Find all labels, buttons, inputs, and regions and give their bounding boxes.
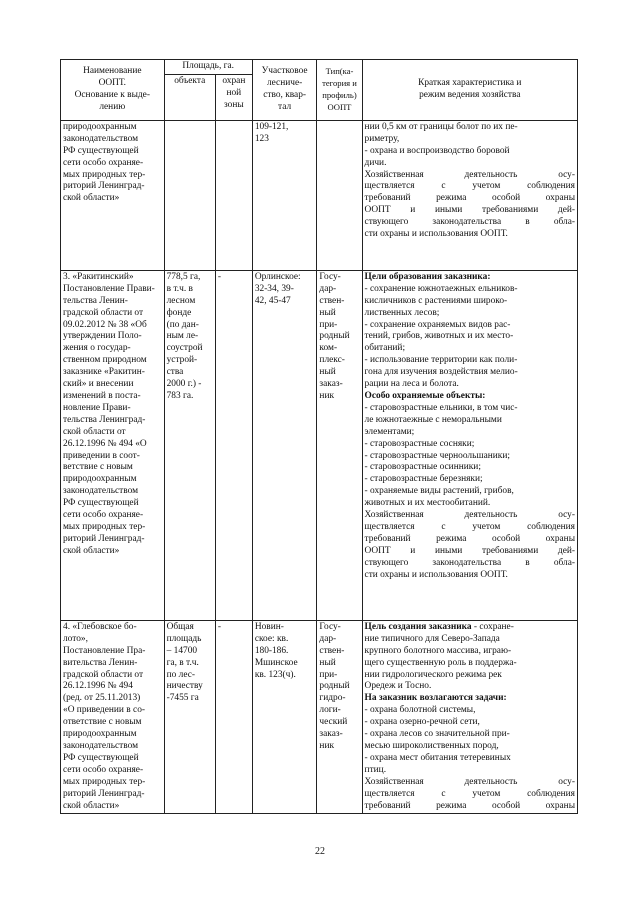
cell-type bbox=[317, 270, 362, 620]
description-line: гона для изучения воздействия мелио- bbox=[364, 367, 518, 378]
cell-forestry bbox=[252, 620, 317, 814]
text-line: 109-121, bbox=[254, 121, 289, 132]
description-line: - охраняемые виды растений, грибов, bbox=[364, 486, 514, 497]
text-line: гидро- bbox=[319, 693, 346, 704]
description-line: - охрана болотной системы, bbox=[364, 705, 476, 716]
description-line bbox=[365, 391, 575, 403]
text-line: ский» и внесении bbox=[63, 379, 134, 390]
cell-area-object bbox=[164, 620, 215, 814]
description-heading: На заказник возлагаются задачи: bbox=[364, 693, 507, 704]
description-heading: Особо охраняемые объекты: bbox=[364, 390, 486, 401]
text-line: изменений в поста- bbox=[63, 390, 141, 401]
text-line: РФ существующей bbox=[63, 498, 139, 509]
text-line: лото», bbox=[63, 633, 88, 644]
description-line: лиственных лесов; bbox=[364, 307, 440, 318]
text-line: 180-186. bbox=[254, 645, 289, 656]
text-line: тельства Ленинград- bbox=[63, 414, 146, 425]
text-line: Новин- bbox=[254, 621, 284, 632]
description-line: ле южнотаежные с неморальными bbox=[364, 414, 502, 425]
table-header-row-1 bbox=[61, 60, 578, 75]
text-line: заказнике «Ракитин- bbox=[63, 367, 145, 378]
text-line: при- bbox=[319, 669, 338, 680]
text-line: Орлинское: bbox=[254, 271, 301, 282]
header-area: Площадь, га. bbox=[164, 60, 252, 75]
text-line: Наименование bbox=[83, 66, 142, 77]
cell-description bbox=[362, 120, 577, 270]
text-line: лесниче- bbox=[266, 78, 303, 89]
description-line: месью широколиственных пород, bbox=[364, 740, 499, 751]
text-line: ООПТ. bbox=[98, 78, 127, 89]
cell-area-zone bbox=[215, 120, 252, 270]
text-line: устрой- bbox=[166, 355, 198, 366]
text-line: ник bbox=[319, 390, 335, 401]
header-forestry bbox=[252, 60, 317, 121]
text-line: «О приведении в со- bbox=[63, 705, 145, 716]
text-line: Основание к выде- bbox=[74, 89, 150, 100]
description-line bbox=[365, 622, 575, 634]
text-line: законодательством bbox=[63, 486, 139, 497]
text-line: сети особо охраняе- bbox=[63, 510, 144, 521]
description-line: крупного болотного массива, играю- bbox=[364, 645, 512, 656]
description-line: требований режима особой охраны bbox=[364, 800, 575, 811]
cell-type bbox=[317, 120, 362, 270]
page-number: 22 bbox=[315, 846, 325, 857]
table-row bbox=[61, 270, 578, 620]
text-line: градской области от bbox=[63, 669, 144, 680]
text-line: режим ведения хозяйства bbox=[419, 89, 521, 100]
text-line: Госу- bbox=[319, 621, 341, 632]
text-line: РФ существующей bbox=[63, 752, 139, 763]
description-line: - старовозрастные сосняки; bbox=[364, 438, 475, 449]
text-line: сети особо охраняе- bbox=[63, 157, 144, 168]
text-line: – 14700 bbox=[166, 645, 198, 656]
text-line: ник bbox=[319, 740, 335, 751]
text-line: ветствие с новым bbox=[63, 462, 133, 473]
description-line: требований режима особой охраны bbox=[364, 193, 575, 204]
text-line: Постановление Прави- bbox=[63, 283, 155, 294]
text-line: 26.12.1996 № 494 bbox=[63, 681, 133, 692]
description-line: Хозяйственная деятельность осу- bbox=[364, 776, 575, 787]
text-line: мых природных тер- bbox=[63, 169, 146, 180]
text-line: ком- bbox=[319, 343, 338, 354]
text-line: законодательством bbox=[63, 740, 139, 751]
table-body bbox=[61, 120, 578, 814]
text-line: фонде bbox=[166, 307, 192, 318]
text-line: дар- bbox=[319, 633, 337, 644]
text-line: риторий Ленинград- bbox=[63, 788, 145, 799]
text-line: ческий bbox=[319, 717, 348, 728]
cell-type bbox=[317, 620, 362, 814]
text-line: (по дан- bbox=[166, 319, 199, 330]
description-line bbox=[365, 693, 575, 705]
text-line: 26.12.1996 № 494 «О bbox=[63, 438, 147, 449]
text-line: лению bbox=[99, 101, 126, 112]
text-line: в т.ч. в bbox=[166, 283, 193, 294]
cell-description bbox=[362, 620, 577, 814]
description-line: ществляется с учетом соблюдения bbox=[364, 788, 575, 799]
text-line: по лес- bbox=[166, 669, 195, 680]
text-line: Постановление Пра- bbox=[63, 645, 146, 656]
text-line: (ред. от 25.11.2013) bbox=[63, 693, 141, 704]
cell-area-zone: - bbox=[215, 270, 252, 620]
text-line: 4. «Глебовское бо- bbox=[63, 621, 137, 632]
text-line: охран bbox=[222, 75, 246, 86]
text-line: при- bbox=[319, 319, 338, 330]
description-line: требований режима особой охраны bbox=[364, 533, 575, 544]
description-line: сти охраны и использования ООПТ. bbox=[364, 569, 508, 580]
description-line: ние типичного для Северо-Запада bbox=[364, 633, 500, 644]
cell-area-object bbox=[164, 120, 215, 270]
cell-forestry bbox=[252, 120, 317, 270]
text-line: Мшинское bbox=[254, 657, 298, 668]
text-line: заказ- bbox=[319, 379, 343, 390]
text-line: тельства Ленин- bbox=[63, 295, 128, 306]
description-line: Хозяйственная деятельность осу- bbox=[364, 169, 575, 180]
text-line: тал bbox=[278, 101, 292, 112]
text-line: лесном bbox=[166, 295, 196, 306]
text-line: 2000 г.) - bbox=[166, 379, 202, 390]
text-line: РФ существующей bbox=[63, 145, 139, 156]
text-line: Участковое bbox=[261, 66, 308, 77]
text-line: ственном природном bbox=[63, 355, 147, 366]
header-type bbox=[317, 60, 362, 121]
text-line: природоохранным bbox=[63, 474, 137, 485]
text-line: ствен- bbox=[319, 645, 345, 656]
text-line: Госу- bbox=[319, 271, 341, 282]
text-line: ской области» bbox=[63, 800, 120, 811]
text-line: 42, 45-47 bbox=[254, 295, 291, 306]
description-text: - сохране- bbox=[471, 621, 514, 632]
description-line: щего существенную роль в поддержа- bbox=[364, 657, 517, 668]
text-line: плекс- bbox=[319, 355, 345, 366]
text-line: 123 bbox=[254, 133, 269, 144]
description-line: - сохранение охраняемых видов рас- bbox=[364, 319, 511, 330]
description-line bbox=[365, 272, 575, 284]
description-line: ществляется с учетом соблюдения bbox=[364, 181, 575, 192]
text-line: ской области от bbox=[63, 426, 126, 437]
description-line: - старовозрастные черноольшаники; bbox=[364, 450, 510, 461]
text-line: -7455 га bbox=[166, 693, 199, 704]
text-line: утверждении Поло- bbox=[63, 331, 142, 342]
text-line: жения о государ- bbox=[63, 343, 131, 354]
text-line: ный bbox=[319, 367, 336, 378]
text-line: 09.02.2012 № 38 «Об bbox=[63, 319, 147, 330]
text-line: соустрой bbox=[166, 343, 203, 354]
text-line: ный bbox=[319, 657, 336, 668]
text-line: тегория и bbox=[322, 78, 357, 89]
text-line: ствен- bbox=[319, 295, 345, 306]
text-line: ство, квар- bbox=[263, 89, 307, 100]
text-line: ства bbox=[166, 367, 184, 378]
table-row bbox=[61, 120, 578, 270]
text-line: законодательством bbox=[63, 133, 139, 144]
text-line: ской области» bbox=[63, 193, 120, 204]
text-line: ный bbox=[319, 307, 336, 318]
description-line: сти охраны и использования ООПТ. bbox=[364, 229, 508, 240]
text-line: вительства Ленин- bbox=[63, 657, 138, 668]
header-area-object: объекта bbox=[164, 74, 215, 120]
cell-forestry bbox=[252, 270, 317, 620]
text-line: 778,5 га, bbox=[166, 271, 201, 282]
text-line: родный bbox=[319, 681, 350, 692]
description-line: рации на леса и болота. bbox=[364, 379, 459, 390]
text-line: Краткая характеристика и bbox=[418, 78, 522, 89]
header-description bbox=[362, 60, 577, 121]
description-line: - старовозрастные ельники, в том чис- bbox=[364, 402, 518, 413]
text-line: площадь bbox=[166, 633, 202, 644]
text-line: ской области» bbox=[63, 545, 120, 556]
cell-name bbox=[61, 620, 165, 814]
text-line: кв. 123(ч). bbox=[254, 669, 296, 680]
text-line: ным ле- bbox=[166, 331, 199, 342]
text-line: природоохранным bbox=[63, 121, 137, 132]
description-line: нии 0,5 км от границы болот по их пе- bbox=[364, 121, 518, 132]
text-line: профиль) bbox=[322, 89, 357, 100]
description-line: - старовозрастные березняки; bbox=[364, 474, 483, 485]
description-line: птиц. bbox=[364, 764, 387, 775]
description-line: Оредеж и Тосно. bbox=[364, 681, 432, 692]
text-line: риторий Ленинград- bbox=[63, 533, 145, 544]
description-line: - охрана лесов со значительной при- bbox=[364, 729, 510, 740]
text-line: Общая bbox=[166, 621, 194, 632]
text-line: 3. «Ракитинский» bbox=[63, 271, 134, 282]
text-line: ООПТ bbox=[327, 101, 352, 112]
description-line: животных и их местообитаний. bbox=[364, 498, 491, 509]
cell-area-object bbox=[164, 270, 215, 620]
description-line: нии гидрологического режима рек bbox=[364, 669, 502, 680]
description-line: - охрана и воспроизводство боровой bbox=[364, 145, 510, 156]
description-heading: Цели образования заказника: bbox=[364, 271, 491, 282]
description-line: риметру, bbox=[364, 133, 400, 144]
text-line: ское: кв. bbox=[254, 633, 289, 644]
text-line: новление Прави- bbox=[63, 402, 131, 413]
text-line: логи- bbox=[319, 705, 341, 716]
description-line: кисличников с растениями широко- bbox=[364, 295, 508, 306]
description-line: ствующего законодательства в обла- bbox=[364, 217, 575, 228]
description-line: - охрана озерно-речной сети, bbox=[364, 717, 480, 728]
description-line: ществляется с учетом соблюдения bbox=[364, 521, 575, 532]
text-line: ничеству bbox=[166, 681, 203, 692]
header-name bbox=[61, 60, 165, 121]
text-line: 32-34, 39- bbox=[254, 283, 294, 294]
description-line: Хозяйственная деятельность осу- bbox=[364, 510, 575, 521]
text-line: приведении в соот- bbox=[63, 450, 140, 461]
description-line: дичи. bbox=[364, 157, 387, 168]
document-page bbox=[60, 59, 578, 814]
cell-name bbox=[61, 120, 165, 270]
header-area-zone bbox=[215, 74, 252, 120]
description-line: - старовозрастные осинники; bbox=[364, 462, 481, 473]
text-line: га, в т.ч. bbox=[166, 657, 199, 668]
table-row bbox=[61, 620, 578, 814]
description-line: ООПТ и иными требованиями дей- bbox=[364, 545, 575, 556]
description-line: ствующего законодательства в обла- bbox=[364, 557, 575, 568]
text-line: мых природных тер- bbox=[63, 776, 146, 787]
oopt-table bbox=[60, 59, 578, 814]
text-line: ной bbox=[226, 87, 242, 98]
text-line: зоны bbox=[224, 99, 244, 110]
text-line: 783 га. bbox=[166, 390, 194, 401]
text-line: риторий Ленинград- bbox=[63, 181, 145, 192]
description-line: тений, грибов, животных и их место- bbox=[364, 331, 514, 342]
text-line: Тип(ка- bbox=[325, 66, 354, 77]
cell-area-zone: - bbox=[215, 620, 252, 814]
description-heading: Цель создания заказника bbox=[364, 621, 472, 632]
cell-description bbox=[362, 270, 577, 620]
description-line: ООПТ и иными требованиями дей- bbox=[364, 205, 575, 216]
text-line: природоохранным bbox=[63, 729, 137, 740]
text-line: ответствие с новым bbox=[63, 717, 142, 728]
description-line: - охрана мест обитания тетеревиных bbox=[364, 752, 511, 763]
text-line: мых природных тер- bbox=[63, 521, 146, 532]
description-line: - использование территории как поли- bbox=[364, 355, 518, 366]
text-line: заказ- bbox=[319, 729, 343, 740]
text-line: сети особо охраняе- bbox=[63, 764, 144, 775]
text-line: родный bbox=[319, 331, 350, 342]
description-line: элементами; bbox=[364, 426, 415, 437]
description-line: обитаний; bbox=[364, 343, 406, 354]
description-line: - сохранение южнотаежных ельников- bbox=[364, 283, 518, 294]
cell-name bbox=[61, 270, 165, 620]
text-line: градской области от bbox=[63, 307, 144, 318]
text-line: дар- bbox=[319, 283, 337, 294]
